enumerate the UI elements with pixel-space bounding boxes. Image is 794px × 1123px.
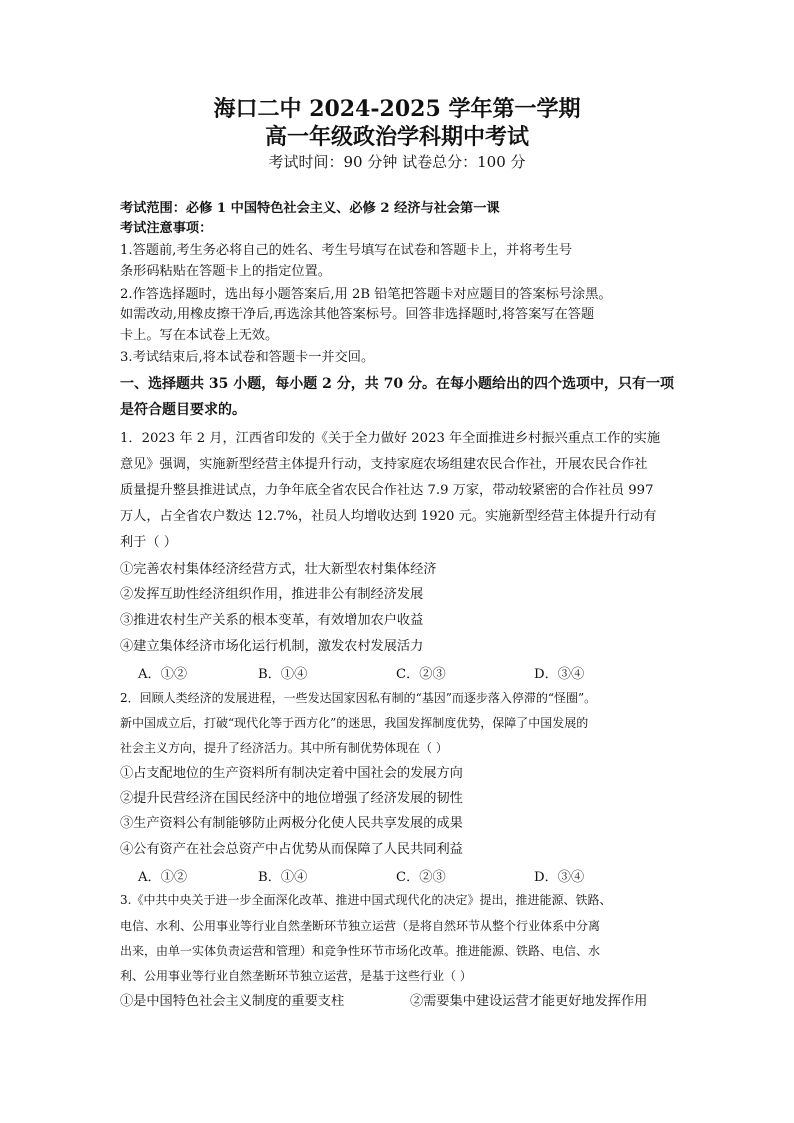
question-option: ③推进农村生产关系的根本变革，有效增加农户收益 <box>120 613 424 628</box>
choice-c: C．②③ <box>396 870 446 885</box>
question-text: 3.《中共中央关于进一步全面深化改革、推进中国式现代化的决定》提出，推进能源、铁路、 <box>120 893 612 907</box>
question-text: 新中国成立后，打破“现代化等于西方化”的迷思，我国发挥制度优势，保障了中国发展的 <box>120 716 589 730</box>
question-option: ②提升民营经济在国民经济中的地位增强了经济发展的韧性 <box>120 791 463 806</box>
note-line: 如需改动,用橡皮擦干净后,再选涂其他答案标号。回答非选择题时,将答案写在答题 <box>120 307 595 322</box>
question-option: ②发挥互助性经济组织作用，推进非公有制经济发展 <box>120 587 424 602</box>
question-text: 2．回顾人类经济的发展进程，一些发达国家因私有制的“基因”而逐步落入停滞的“怪圈”。 <box>120 691 597 705</box>
question-text: 社会主义方向，提升了经济活力。其中所有制优势体现在（ ） <box>120 741 448 755</box>
question-option: ①占支配地位的生产资料所有制决定着中国社会的发展方向 <box>120 766 463 781</box>
question-option: ①是中国特色社会主义制度的重要支柱 <box>120 994 345 1009</box>
choice-c: C．②③ <box>396 667 446 682</box>
question-option: ②需要集中建设运营才能更好地发挥作用 <box>410 994 648 1009</box>
question-text: 利、公用事业等行业自然垄断环节独立运营，是基于这些行业（ ） <box>120 969 472 983</box>
question-option: ①完善农村集体经济经营方式，壮大新型农村集体经济 <box>120 562 437 577</box>
question-option: ④公有资产在社会总资产中占优势从而保障了人民共同利益 <box>120 842 463 857</box>
note-line: 条形码粘贴在答题卡上的指定位置。 <box>120 264 331 279</box>
question-text: 利于（ ） <box>120 535 177 550</box>
choice-b: B．①④ <box>258 667 308 682</box>
note-line: 2.作答选择题时，选出每小题答案后,用 2B 铅笔把答题卡对应题目的答案标号涂黑。 <box>120 287 612 302</box>
choice-d: D．③④ <box>534 870 585 885</box>
notes-heading: 考试注意事项： <box>120 221 213 236</box>
note-line: 3.考试结束后,将本试卷和答题卡一并交回。 <box>120 350 375 365</box>
choice-a: A．①② <box>138 870 188 885</box>
choice-a: A．①② <box>138 667 188 682</box>
choice-b: B．①④ <box>258 870 308 885</box>
question-option: ④建立集体经济市场化运行机制，激发农村发展活力 <box>120 639 424 654</box>
question-text: 电信、水利、公用事业等行业自然垄断环节独立运营（是将自然环节从整个行业体系中分离 <box>120 919 601 933</box>
question-text: 质量提升整县推进试点，力争年底全省农民合作社达 7.9 万家，带动较紧密的合作社员 997 <box>120 483 654 498</box>
question-option: ③生产资料公有制能够防止两极分化使人民共享发展的成果 <box>120 816 463 831</box>
question-text: 意见》强调，实施新型经营主体提升行动，支持家庭农场组建农民合作社，开展农民合作社 <box>120 457 648 472</box>
note-line: 卡上。写在本试卷上无效。 <box>120 328 279 343</box>
exam-title-line1: 海口二中 2024-2025 学年第一学期 <box>213 96 581 122</box>
exam-info: 考试时间：90 分钟 试卷总分：100 分 <box>268 153 526 171</box>
section-heading-line1: 一、选择题共 35 小题，每小题 2 分，共 70 分。在每小题给出的四个选项中，只有一项 <box>120 376 674 392</box>
question-text: 万人，占全省农户数达 12.7%，社员人均增收达到 1920 元。实施新型经营主体提升行动有 <box>120 509 657 524</box>
note-line: 1.答题前,考生务必将自己的姓名、考生号填写在试卷和答题卡上，并将考生号 <box>120 243 572 258</box>
choice-d: D．③④ <box>534 667 585 682</box>
section-heading-line2: 是符合题目要求的。 <box>120 402 246 418</box>
question-text: 出来，由单一实体负责运营和管理）和竞争性环节市场化改革。推进能源、铁路、电信、水 <box>120 944 601 958</box>
question-text: 1．2023 年 2 月，江西省印发的《关于全力做好 2023 年全面推进乡村振兴重点工作的实施 <box>120 431 661 446</box>
exam-title-line2: 高一年级政治学科期中考试 <box>264 124 529 150</box>
exam-scope: 考试范围：必修 1 中国特色社会主义、必修 2 经济与社会第一课 <box>120 201 500 216</box>
